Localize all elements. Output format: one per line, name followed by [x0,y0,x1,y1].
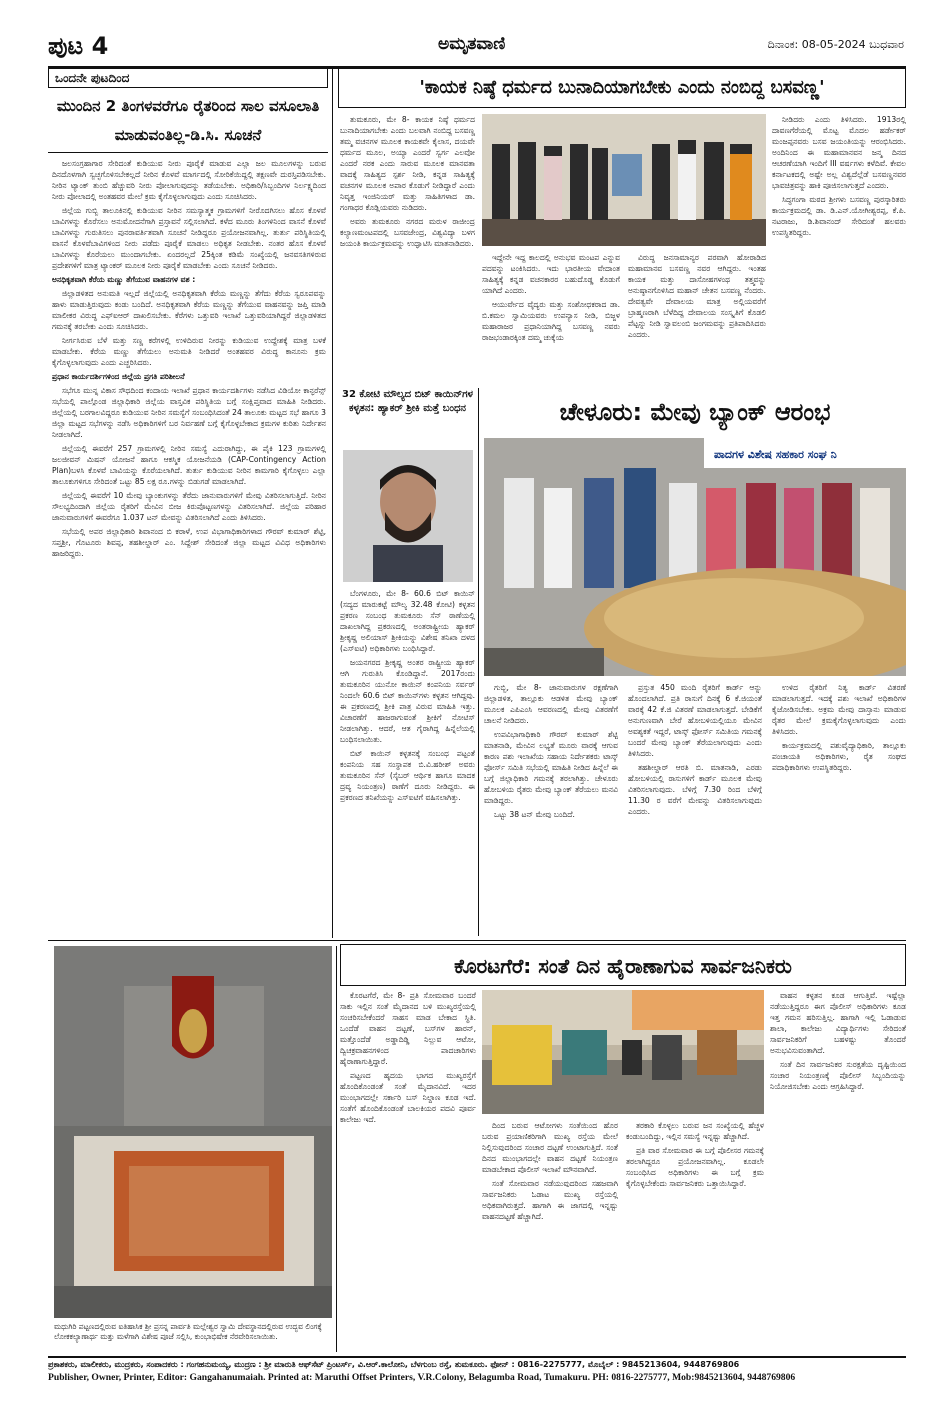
farmers-headline: ಮುಂದಿನ 2 ತಿಂಗಳವರೆಗೂ ರೈತರಿಂದ ಸಾಲ ವಸೂಲಾತಿ ಮಾಡುವಂತಿಲ್ಲ-ಡಿ.ಸಿ. ಸೂಚನೆ [48,92,328,153]
paragraph: ಜಿಲ್ಲಾಡಳಿತದ ಅನುಮತಿ ಇಲ್ಲದೆ ಜಿಲ್ಲೆಯಲ್ಲಿ ಅನಧಿಕೃತವಾಗಿ ಕೆರೆಯ ಮಣ್ಣನ್ನು ತೆಗೆದು ಕೆರೆಯ ಸ್ವರೂಪವನ್ನು ಹಾಳು ಮಾಡುತ್ತಿರುವುದು ಕಂಡು ಬಂದಿದೆ. ಅನಧಿಕೃತವಾಗಿ ಕೆರೆಯ ಮಣ್ಣನ್ನು ತೆಗೆಯುವ ವಾಹನವನ್ನು ಜಪ್ತಿ ಮಾಡಿ ಮಾಲೀಕರ ವಿರುದ್ಧ ಎಫ್‌ಐಆರ್ ದಾಖಲಿಸಬೇಕು. ಕೆರೆಗಳು ಒತ್ತುವರಿ ಇಲಾಖೆ ಒತ್ತುವರಿಯಾಗಿದ್ದರೆ ಜಿಲ್ಲಾಡಳಿತದ ಗಮನಕ್ಕೆ ತರಬೇಕು ಎಂದು ಸೂಚಿಸಿದರು. [52,289,326,331]
paragraph: ತರಕಾರಿ ಕೊಳ್ಳಲು ಬರುವ ಜನ ಸಂಖ್ಯೆಯಲ್ಲಿ ಹೆಚ್ಚಳ ಕಂಡುಬಂದಿದ್ದು, ಇಲ್ಲಿನ ಸಮಸ್ಯೆ ಇನ್ನಷ್ಟು ಹೆಚ್ಚಾಗಿದೆ. [626,1121,764,1141]
paragraph: ಸಭೆಯಲ್ಲಿ ಅಪರ ಜಿಲ್ಲಾಧಿಕಾರಿ ಶಿವಾನಂದ ಬಿ ಕರಾಳೆ, ಉಪ ವಿಭಾಗಾಧಿಕಾರಿಗಳಾದ ಗೌರವ್ ಕುಮಾರ್ ಶೆಟ್ಟಿ, ಸಪ್ತಶ್ರೀ, ಗೊಟೂರು ಶಿವಪ್ಪ, ತಹಶೀಲ್ದಾರ್ ಎಂ. ಸಿದ್ದೇಶ್ ಸೇರಿದಂತೆ ಜಿಲ್ಲಾ ಮಟ್ಟದ ವಿವಿಧ ಅಧಿಕಾರಿಗಳು ಹಾಜರಿದ್ದರು. [52,527,326,558]
paragraph: ಜಿಲ್ಲೆಯ ಗುಬ್ಬಿ ತಾಲೂಕಿನಲ್ಲಿ ಕುಡಿಯುವ ನೀರಿನ ಸಮಸ್ಯಾತ್ಮಕ ಗ್ರಾಮಗಳಿಗೆ ನೀರೊದಗಿಸಲು ಹೊಸ ಕೊಳವೆ ಬಾವಿಗಳನ್ನು ಕೊರೆಸಲು ಅನುಮೋದನೆಗಾಗಿ ಪ್ರಸ್ತಾವನೆ ಸಲ್ಲಿಸಲಾಗಿದೆ. ಕಳೆದ ಮೂರು ತಿಂಗಳಿನಿಂದ ವಾಸನೆ ಕೊಳವೆ ಬಾವಿಗಳನ್ನು ಗುರುತಿಸಲು ಪುನರಾವರ್ತಿತವಾಗಿ ಸೂಚನೆ ನೀಡಿದ್ದರೂ ಪ್ರಯೋಜನವಾಗಿಲ್ಲ. ತುರ್ತು ಪರಿಸ್ಥಿತಿಯಲ್ಲಿ ವಾಸನೆ ಕೊಳವೆಬಾವಿಗಳಿಂದ ನೀರು ಪಡೆದು ಪೂರೈಕೆ ಮಾಡಲು ಅಧಿಕೃತ ನೀಡಬೇಕು. ನಂತರ ಹೊಸ ಕೊಳವೆ ಬಾವಿಗಳನ್ನು ಕೊರೆಯಲು ಮುಂದಾಗಬೇಕು. ಏಂದರಲ್ಲದೆ 25ಕ್ಕಿಂತ ಕಡಿಮೆ ಸಂಖ್ಯೆಯಲ್ಲಿ ಜನವಸತಿಗಳಿರುವ ಪ್ರದೇಶಗಳಿಗೆ ಮಾತ್ರ ಟ್ಯಾಂಕರ್ ಮೂಲಕ ನೀರು ಪೂರೈಕೆ ಮಾಡಬೇಕು ಎಂದು ಸೂಚನೆ ನೀಡಿದರು. [52,206,326,270]
paragraph: ವಿರುದ್ಧ ಜನಸಾಮಾನ್ಯರ ಪರವಾಗಿ ಹೋರಾಡಿದ ಮಹಾಮಾನವ ಬಸವಣ್ಣ ನವರ ಆಗಿದ್ದರು. ಇಂತಹ ಕಾಯಕ ಮತ್ತು ದಾಸೋಹಗಳಂಥ ತತ್ತ್ವವನ್ನು ಅನುಷ್ಠಾನಗೊಳಿಸಿದ ಮಹಾನ್ ಚೇತನ ಬಸವಣ್ಣ ನೆಂದರು. ದೇವತ್ವವೇ ದೇವಾಲಯ ಮಾತ್ರ ಅಲ್ಲಿಯವರೆಗೆ ಬ್ರಾಹ್ಮಣರಾಗಿ ಬೆಳೆದಿದ್ದ ದೇವಾಲಯ ಸಂಸ್ಕೃತಿಗೆ ಕೊಡಲಿ ಪೆಟ್ಟನ್ನು ನೀಡಿ ಸ್ವಾವಲಂಬಿ ಜಂಗಮವನ್ನು ಪ್ರತಿಪಾದಿಸಿದರು ಎಂದರು. [628,253,766,339]
paragraph: ಒಟ್ಟು 38 ಟನ್ ಮೇವು ಬಂದಿದೆ. [494,810,575,819]
basavanna-col-2 [482,252,620,384]
basavanna-col-3 [628,252,766,384]
column-rule [478,388,479,936]
paragraph: ದಿಂದ ಬರುವ ಆಟೋಗಳು ಸಂತೆಯಿಂದ ಹೊರ ಬರುವ ಪ್ರಯಾಣಿಕರಿಗಾಗಿ ಮುಖ್ಯ ರಸ್ತೆಯ ಮೇಲೆ ನಿಲ್ಲಿಸುವುದರಿಂದ ಸಂಚಾರ ದಟ್ಟಣೆ ಉಂಟಾಗುತ್ತಿದೆ. ಸಂತೆ ದಿನದ ಮುಂಭಾಗದಲ್ಲೇ ವಾಹನ ದಟ್ಟಣೆ ನಿಯಂತ್ರಣ ಮಾಡಬೇಕಾದ ಪೊಲೀಸ್ ಇಲಾಖೆ ಮೌನವಾಗಿದೆ. [482,1121,618,1174]
paragraph: ಪ್ರತಿ ವಾರ ಸೋಮವಾರ ಈ ಬಗ್ಗೆ ಪೊಲೀಸರ ಗಮನಕ್ಕೆ ತರಲಾಗಿದ್ದರೂ ಪ್ರಯೋಜನವಾಗಿಲ್ಲ. ಕೂಡಲೇ ಸಂಬಂಧಿಸಿದ ಅಧಿಕಾರಿಗಳು ಈ ಬಗ್ಗೆ ಕ್ರಮ ಕೈಗೊಳ್ಳಬೇಕೆಂದು ಸಾರ್ವಜನಿಕರು ಒತ್ತಾಯಿಸಿದ್ದಾರೆ. [626,1146,764,1188]
basavanna-headline: 'ಕಾಯಕ ನಿಷ್ಠೆ ಧರ್ಮದ ಬುನಾದಿಯಾಗಬೇಕು ಎಂದು ನಂಬಿದ್ದ ಬಸವಣ್ಣ' [338,68,906,108]
column-rule [332,68,333,938]
column-rule [336,946,337,1352]
date-line: ದಿನಾಂಕ: 08-05-2024 ಬುಧವಾರ [767,38,904,51]
accused-photo [343,450,473,582]
event-photo-graphic [482,114,766,246]
paragraph: ಕಾರ್ಯಕ್ರಮದಲ್ಲಿ ಪಶುವೈದ್ಯಾಧಿಕಾರಿ, ತಾಲ್ಲೂಕು ಪಂಚಾಯತಿ ಅಧಿಕಾರಿಗಳು, ರೈತ ಸಂಘದ ಪದಾಧಿಕಾರಿಗಳು ಉಪಸ್ಥಿತರಿದ್ದರು. [772,741,906,772]
paragraph: ಬೆಂಗಳೂರು, ಮೇ 8- 60.6 ಬಿಟ್ ಕಾಯಿನ್ (ಸದ್ಯದ ಮಾರುಕಟ್ಟೆ ಮೌಲ್ಯ 32.48 ಕೋಟಿ) ಕಳ್ಳತನ ಪ್ರಕರಣ ಸಂಬಂಧ ತುಮಕೂರು ಸೆನ್ ಠಾಣೆಯಲ್ಲಿ ದಾಖಲಾಗಿದ್ದ ಪ್ರಕರಣದಲ್ಲಿ ಅಂತರಾಷ್ಟ್ರೀಯ ಹ್ಯಾಕರ್ ಶ್ರೀಕೃಷ್ಣ ಅಲಿಯಾಸ್ ಶ್ರೀಕಿಯನ್ನು ವಿಶೇಷ ತನಿಖಾ ದಳದ (ಎಸ್‌ಐಟಿ) ಅಧಿಕಾರಿಗಳು ಬಂಧಿಸಿದ್ದಾರೆ. [340,589,475,653]
accused-portrait-graphic [343,450,473,582]
koratagere-col-3 [626,1120,764,1352]
bitcoin-headline: 32 ಕೋಟಿ ಮೌಲ್ಯದ ಬಿಟ್ ಕಾಯಿನ್‌ಗಳ ಕಳ್ಳತನ: ಹ್ಯಾಕರ್ ಶ್ರೀಕಿ ಮತ್ತೆ ಬಂಧನ [341,389,473,414]
section-rule [48,940,906,941]
temple-photo [54,946,332,1318]
basavanna-col-1 [340,114,475,384]
paragraph: ಬಿಟ್ ಕಾಯಿನ್ ಕಳ್ಳತನಕ್ಕೆ ಸಂಬಂಧ ಪಟ್ಟಂತೆ ಕಂಪನಿಯ ಸಹ ಸಂಸ್ಥಾಪಕ ಬಿ.ವಿ.ಹರೀಶ್ ಅವರು ತುಮಕೂರಿನ ಸೆನ್ (ಸೈಬರ್ ಆರ್ಥಿಕ ಹಾಗೂ ಮಾದಕ ದ್ರವ್ಯ ನಿಯಂತ್ರಣ) ಠಾಣೆಗೆ ದೂರು ನೀಡಿದ್ದರು. ಈ ಪ್ರಕರಣದ ತನಿಖೆಯನ್ನು ಎಸ್‌ಐಟಿಗೆ ವಹಿಸಲಾಗಿತ್ತು. [340,749,475,802]
koratagere-col-4 [770,990,906,1352]
paragraph: ನೀಡಿದರು ಎಂದು ತಿಳಿಸಿದರು. 1913ರಲ್ಲಿ ದಾವಣಗೆರೆಯಲ್ಲಿ ಮೊಟ್ಟ ಮೊದಲ ಹರ್ಡೇಕರ್ ಮಂಜಪ್ಪನವರು ಬಸವ ಜಯಂತಿಯನ್ನು ಆರಂಭಿಸಿದರು. ಅಂದಿನಿಂದ ಈ ಮಹಾಮಾನವನ ಜನ್ಮ ದಿನದ ಆಚರಣೆಯಾಗಿ ಇಂದಿಗೆ III ವರ್ಷಗಳು ಕಳೆದಿವೆ. ಕೇವಲ ಕರ್ನಾಟಕದಲ್ಲಿ ಅಷ್ಟೇ ಅಲ್ಲ ವಿಶ್ವದೆಲ್ಲೆಡೆ ಬಸವಣ್ಣನವರ ಭಾವಚಿತ್ರವನ್ನು ಹಾಕಿ ಪೂಜಿಸಲಾಗುತ್ತದೆ ಎಂದರು. [772,115,906,190]
paragraph: ತುಮಕೂರು, ಮೇ 8- ಕಾಯಕ ನಿಷ್ಠೆ ಧರ್ಮದ ಬುನಾದಿಯಾಗಬೇಕು ಎಂದು ಬಲವಾಗಿ ನಂಬಿದ್ದ ಬಸವಣ್ಣ ತಮ್ಮ ವಚನಗಳ ಮೂಲಕ ಕಾಯಕವೇ ಕೈಲಾಸ, ದಯವೇ ಧರ್ಮದ ಮೂಲ, ಅಯ್ಯಾ ಎಂದರೆ ಸ್ವರ್ಗ ಎಲವೋ ಎಂದರೆ ನರಕ ಎಂದು ಸಾರುವ ಮೂಲಕ ಮಾನವತಾ ವಾದಕ್ಕೆ ಸಾಹಿತ್ಯದ ಸ್ಪರ್ಶ ನೀಡಿ, ಕನ್ನಡ ಸಾಹಿತ್ಯಕ್ಕೆ ವಚನಗಳ ಮೂಲಕ ಅಪಾರ ಕೊಡುಗೆ ನೀಡಿದ್ದಾರೆ ಎಂದು ನಿವೃತ್ತ ಇಂಜಿನಿಯರ್ ಮತ್ತು ಸಾಹಿತಿಗಳಾದ ಡಾ. ಗಂಗಾಧರ ಕೊಡ್ಲಿಯವರು ನುಡಿದರು. [340,115,475,212]
fodder-headline: ಚೇಳೂರು: ಮೇವು ಬ್ಯಾಂಕ್ ಆರಂಭ [559,398,831,426]
paragraph: ಜಿಲ್ಲೆಯಲ್ಲಿ ಈವರೆಗೆ 257 ಗ್ರಾಮಗಳಲ್ಲಿ ನೀರಿನ ಸಮಸ್ಯೆ ಎದುರಾಗಿದ್ದು, ಈ ಪೈಕಿ 123 ಗ್ರಾಮಗಳಲ್ಲಿ ಜಲಜೀವನ್ ಮಿಷನ್ ಯೋಜನೆ ಹಾಗೂ ಆಕಸ್ಮಿಕ ಯೋಜನೆಯಡಿ (CAP-Contingency Action Plan)ಬಳಸಿ ಕೊಳವೆ ಬಾವಿಯನ್ನು ಕೊರೆಯಲಾಗಿದೆ. ತುರ್ತು ಕುಡಿಯುವ ನೀರಿನ ಕಾಮಗಾರಿ ಕೈಗೊಳ್ಳಲು ಎಲ್ಲಾ ತಾಲೂಕುಗಳಿಗೂ ಸೇರಿದಂತೆ ಒಟ್ಟು 85 ಲಕ್ಷ ರೂ.ಗಳನ್ನು ಬಿಡುಗಡೆ ಮಾಡಲಾಗಿದೆ. [52,444,326,486]
page-number: ಪುಟ 4 [48,32,109,60]
subheading: ಪ್ರಧಾನ ಕಾರ್ಯದರ್ಶಿಗಳಿಂದ ಜಿಲ್ಲೆಯ ಪ್ರಗತಿ ಪರಿಶೀಲನೆ [52,372,185,381]
koratagere-headline: ಕೊರಟಗೆರೆ: ಸಂತೆ ದಿನ ಹೈರಾಣಾಗುವ ಸಾರ್ವಜನಿಕರು [340,944,906,986]
imprint-line-english: Publisher, Owner, Printer, Editor: Gangahanumaiah. Printed at: Maruthi Offset Printers, V.R.Colony, Belagumba Road, Tumakuru. PH: 0816-2275777, Mob:9845213604, 9448769806 [48,1372,796,1383]
paragraph: ಜಿಲ್ಲೆಯಲ್ಲಿ ಈವರೆಗೆ 10 ಮೇವು ಬ್ಯಾಂಕುಗಳನ್ನು ತೆರೆದು ಜಾನುವಾರುಗಳಿಗೆ ಮೇವು ವಿತರಿಸಲಾಗುತ್ತಿದೆ. ನೀರಿನ ಸೌಲಭ್ಯದಿಂದಾಗಿ ಜಿಲ್ಲೆಯ ರೈತರಿಗೆ ಮೇವಿನ ಬೀಜ ಕಿರುಪೊಟ್ಟಣಗಳನ್ನು ವಿತರಿಸಲಾಗಿದೆ. ಜಿಲ್ಲೆಯ ಪರಿಹಾರ ಜಾನುವಾರುಗಳಿಗೆ ಈವರೆಗೂ 1.037 ಟನ್ ಮೇವನ್ನು ವಿತರಿಸಲಾಗಿದೆ ಎಂದು ತಿಳಿಸಿದರು. [52,491,326,522]
paragraph: ಸಂತೆ ದಿನ ಸಾರ್ವಜನಿಕರ ಸುರಕ್ಷತೆಯ ದೃಷ್ಟಿಯಿಂದ ಸಂಚಾರ ನಿಯಂತ್ರಣಕ್ಕೆ ಪೊಲೀಸ್ ಸಿಬ್ಬಂದಿಯನ್ನು ನಿಯೋಜಿಸಬೇಕು ಎಂದು ಆಗ್ರಹಿಸಿದ್ದಾರೆ. [770,1060,906,1091]
paragraph: ಸಿದ್ಧಗಂಗಾ ಮಠದ ಶ್ರೀಗಳು ಬಸವಣ್ಣ ಪುರಸ್ಕಾರಿತರು ಕಾರ್ಯಕ್ರಮದಲ್ಲಿ ಡಾ. ಡಿ.ಎನ್.ಯೋಗೀಶ್ವರಪ್ಪ, ಕೆ.ಪಿ. ನಟರಾಜು, ಡಿ.ಶಿವಾನಂದ್ ಸೇರಿದಂತೆ ಹಲವರು ಉಪಸ್ಥಿತರಿದ್ದರು. [772,195,906,237]
bitcoin-article-body [340,588,475,932]
imprint-footer [48,1356,906,1398]
koratagere-col-1 [340,990,476,1352]
temple-photo-graphic [54,946,332,1318]
paragraph: ಅವರು ತುಮಕೂರು ನಗರದ ಮರುಳ ರಾಜೀಂದ್ರ ಕಲ್ಯಾಣಮಂಟಪದಲ್ಲಿ ಬಸವಜೇಂದ್ರ, ವಿಶ್ವವಿದ್ಯಾ ಬಳಗ ಜಯಂತಿ ಕಾರ್ಯಕ್ರಮವನ್ನು ಉದ್ಘಾಟಿಸಿ ಮಾತನಾಡಿದರು. [340,217,475,248]
fodder-col-1 [484,682,618,932]
banner-text: ಪಾದಗಳ ವಿಶೇಷ ಸಹಕಾರ ಸಂಘ ನಿ [714,448,837,461]
traffic-photo [482,990,764,1114]
paragraph: ಉಳಿದ ರೈತರಿಗೆ ನಿತ್ಯ ಕಾರ್ಡ್ ವಿತರಣೆ ಮಾಡಲಾಗುತ್ತದೆ. ಇದಕ್ಕೆ ಪಶು ಇಲಾಖೆ ಅಧಿಕಾರಿಗಳ ಕೈಜೋಡಿಸಬೇಕು. ಅಕ್ರಮ ಮೇವು ದಾಸ್ತಾನು ಮಾಡುವ ರೈತರ ಮೇಲೆ ಕ್ರಮಕೈಗೊಳ್ಳಲಾಗುವುದು ಎಂದು ತಿಳಿಸಿದರು. [772,683,906,736]
kicker-label: ಒಂದನೇ ಪುಟದಿಂದ [48,68,328,88]
basavanna-col-4 [772,114,906,384]
newspaper-name: ಅಮೃತವಾಣಿ [438,34,506,54]
paragraph: ವಾಹನ ಕಳ್ಳತನ ಕೂಡ ಆಗುತ್ತಿವೆ. ಇಷ್ಟೆಲ್ಲಾ ನಡೆಯುತ್ತಿದ್ದರೂ ಈಗ ಪೊಲೀಸ್ ಅಧಿಕಾರಿಗಳು ಕೂಡ ಇತ್ತ ಗಮನ ಹರಿಸುತ್ತಿಲ್ಲ. ಹಾಗಾಗಿ ಇಲ್ಲಿ ಓಡಾಡುವ ಶಾಲಾ, ಕಾಲೇಜು ವಿದ್ಯಾರ್ಥಿಗಳು ಸೇರಿದಂತೆ ಸಾರ್ವಜನಿಕರಿಗೆ ಬಹಳಷ್ಟು ತೊಂದರೆ ಅನುಭವಿಸುವಂತಾಗಿದೆ. [770,991,906,1055]
fodder-photo-graphic [484,438,906,676]
paragraph: ಸಭೆಗೂ ಮುನ್ನ ವಿಕಾಸ ಸೌಧದಿಂದ ಕಂದಾಯ ಇಲಾಖೆ ಪ್ರಧಾನ ಕಾರ್ಯದರ್ಶಿಗಳು ನಡೆಸಿದ ವಿಡಿಯೋ ಕಾನ್ಫರೆನ್ಸ್ ಸಭೆಯಲ್ಲಿ ಪಾಲ್ಗೊಂಡ ಜಿಲ್ಲಾಧಿಕಾರಿ ಜಿಲ್ಲೆಯ ವಾಸ್ತವಿಕ ಪರಿಸ್ಥಿತಿಯ ಬಗ್ಗೆ ಸಂಕ್ಷಿಪ್ತವಾದ ಮಾಹಿತಿ ನೀಡಿದರು. ಜಿಲ್ಲೆಯಲ್ಲಿ ಬರಗಾಲವಿದ್ದರೂ ಕುಡಿಯುವ ನೀರಿನ ಸಮಸ್ಯೆಗೆ ಸಂಬಂಧಿಸಿದಂತೆ 24 ತಾಲೂಕು ಮಟ್ಟದ ಸಭೆ ಹಾಗೂ 3 ಜಿಲ್ಲಾ ಮಟ್ಟದ ಸಭೆಗಳನ್ನು ನಡೆಸಿ ಅಧಿಕಾರಿಗಳಿಗೆ ಬರ ನಿರ್ವಹಣೆ ಬಗ್ಗೆ ಕೈಗೊಳ್ಳಬೇಕಾದ ಕ್ರಮಗಳ ಕುರಿತು ನಿರ್ದೇಶನ ನೀಡಲಾಗಿದೆ. [52,386,326,439]
fodder-col-2 [628,682,762,932]
farmers-article-body [52,158,326,936]
imprint-line-kannada: ಪ್ರಕಾಶಕರು, ಮಾಲೀಕರು, ಮುದ್ರಕರು, ಸಂಪಾದಕರು : ಗಂಗಹನುಮಯ್ಯ, ಮುದ್ರಣ : ಶ್ರೀ ಮಾರುತಿ ಆಫ್‌ಸೆಟ್ ಪ್ರಿಂಟರ್ಸ್, ವಿ.ಆರ್.ಕಾಲೋನಿ, ಬೆಳಗುಂಬ ರಸ್ತೆ, ತುಮಕೂರು. ಫೋನ್ : 0816-2275777, ಮೊಬೈಲ್ : 9845213604, 9448769806 [48,1360,740,1369]
subheading: ಅನಧಿಕೃತವಾಗಿ ಕೆರೆಯ ಮಣ್ಣು ತೆಗೆಯುವ ವಾಹನಗಳ ವಶ : [52,275,196,284]
koratagere-col-2 [482,1120,618,1352]
page-header [48,30,906,69]
paragraph: ಉಪವಿಭಾಗಾಧಿಕಾರಿ ಗೌರವ್ ಕುಮಾರ್ ಶೆಟ್ಟಿ ಮಾತನಾಡಿ, ಮೇವಿನ ಲಭ್ಯತೆ ಮೂರು ವಾರಕ್ಕೆ ಆಗುವ ಕಾರಣ ಪಶು ಇಲಾಖೆಯ ಸಹಾಯ ನಿರ್ದೇಶಕರು ಟಾಸ್ಕ್ ಫೋರ್ಸ್ ಸಮಿತಿ ಸಭೆಯಲ್ಲಿ ಮಾಹಿತಿ ನೀಡಿದ ಹಿನ್ನೆಲೆ ಈ ಬಗ್ಗೆ ಜಿಲ್ಲಾಧಿಕಾರಿ ಗಮನಕ್ಕೆ ತರಲಾಗಿತ್ತು. ಚೇಳೂರು ಹೋಬಳಿಯ ರೈತರು ಮೇವು ಬ್ಯಾಂಕ್ ತೆರೆಯಲು ಮನವಿ ಮಾಡಿದ್ದರು. [484,730,618,805]
paragraph: ಆಯುರ್ವೇದ ವೈದ್ಯರು ಮತ್ತು ಸಂಶೋಧಕರಾದ ಡಾ. ಬಿ.ಕಮಲ ಸ್ವಾಮಿಯವರು ಉಪನ್ಯಾಸ ನೀಡಿ, ಬಿಜ್ಜಳ ಮಹಾರಾಜರ ಪ್ರಧಾನಿಯಾಗಿದ್ದ ಬಸವಣ್ಣ ನವರು ರಾಜಭಂಡಾರಕ್ಕಿಂತ ದಮ್ಮ ಚುಕ್ಕೆಯ [482,300,620,342]
paragraph: ಜಯನಗರದ ಶ್ರೀಕೃಷ್ಣ ಅಂತರ ರಾಷ್ಟ್ರೀಯ ಹ್ಯಾಕರ್ ಆಗಿ ಗುರುತಿಸಿ ಕೊಂಡಿದ್ದಾನೆ. 2017ರಂದು ತುಮಕೂರಿನ ಯುನೋ ಕಾಯಿನ್ ಕಂಪನಿಯ ಸರ್ವರ್ ನಿಂದಲೇ 60.6 ಬಿಟ್ ಕಾಯಿನ್‌ಗಳು ಕಳ್ಳತನ ಆಗಿದ್ದವು. ಈ ಪ್ರಕರಣದಲ್ಲಿ ಶ್ರೀಕಿ ಪಾತ್ರ ವಿರುವ ಮಾಹಿತಿ ಇತ್ತು. ವಿಚಾರಣೆಗೆ ಹಾಜರಾಗುವಂತೆ ಶ್ರೀಕಿಗೆ ನೋಟಿಸ್ ನೀಡಲಾಗಿತ್ತು. ಆದರೆ, ಆತ ಗೈರಾಗಿದ್ದ ಹಿನ್ನೆಲೆಯಲ್ಲಿ ಬಂಧಿಸಲಾಯಿತು. [340,658,475,744]
paragraph: ಜಲಸಂಗ್ರಹಾಗಾರ ಸೇರಿದಂತೆ ಕುಡಿಯುವ ನೀರು ಪೂರೈಕೆ ಮಾಡುವ ಎಲ್ಲಾ ಜಲ ಮೂಲಗಳನ್ನು ಬರುವ ದಿನದೊಳಗಾಗಿ ಸ್ವಚ್ಛಗೊಳಿಸಬೇಕಲ್ಲದೆ ನೀರಿನ ಕೊಳವೆ ಮಾರ್ಗದಲ್ಲಿ ಸೋರಿಕೆಯಿದ್ದಲ್ಲಿ ತಕ್ಷಣವೇ ದುರಸ್ತಿಪಡಿಸಬೇಕು. ನೀರಿನ ಟ್ಯಾಂಕ್ ತುಂಬಿ ಹೆಚ್ಚುವರಿ ನೀರು ಪೋಲಾಗುವುದನ್ನು ತಡೆಯಬೇಕು. ಅಧಿಕಾರಿ/ಸಿಬ್ಬಂದಿಗಳ ನಿರ್ಲಕ್ಷ್ಯದಿಂದ ನೀರು ಪೋಲಾದಲ್ಲಿ ಅಂತಹವರ ಮೇಲೆ ಕ್ರಮ ಕೈಗೊಳ್ಳಲಾಗುವುದು ಎಂದು ಸೂಚಿಸಿದರು. [52,159,326,201]
event-photo [482,114,766,246]
fodder-col-3 [772,682,906,932]
paragraph: ಕೊರಟಗೆರೆ, ಮೇ 8- ಪ್ರತಿ ಸೋಮವಾರ ಬಂದರೆ ಸಾಕು ಇಲ್ಲಿನ ಸಂತೆ ಮೈದಾನದ ಬಳಿ ಮುಖ್ಯರಸ್ತೆಯಲ್ಲಿ ಸಂಚರಿಸಬೇಕೆಂದರೆ ಸಾಹಸ ಮಾಡ ಬೇಕಾದ ಸ್ಥಿತಿ. ಒಂದೆಡೆ ವಾಹನ ದಟ್ಟಣೆ, ಬಸ್‌ಗಳ ಹಾರನ್, ಮತ್ತೊಂದೆಡೆ ಅಡ್ಡಾದಿಡ್ಡಿ ನಿಲ್ಲುವ ಆಟೋ, ದ್ವಿಚಕ್ರವಾಹನಗಳಿಂದ ಪಾದಚಾರಿಗಳು ಹೈರಾಣಾಗುತ್ತಿದ್ದಾರೆ. [340,991,476,1066]
paragraph: ತಹಶೀಲ್ದಾರ್ ಆರತಿ ಬಿ. ಮಾತನಾಡಿ, ಎರಡು ಹೋಬಳಿಯಲ್ಲಿ ರಾಸುಗಳಿಗೆ ಕಾರ್ಡ್ ಮೂಲಕ ಮೇವು ವಿತರಿಸಲಾಗುವುದು. ಬೆಳಿಗ್ಗೆ 7.30 ರಿಂದ ಬೆಳಿಗ್ಗೆ 11.30 ರ ವರೆಗೆ ಮೇವನ್ನು ವಿತರಿಸಲಾಗುವುದು ಎಂದರು. [628,763,762,816]
paragraph: ಇದ್ದೇನೇ ಇದ್ದ ಕಾಲದಲ್ಲಿ ಅನುಭವ ಮಂಟಪ ಎನ್ನುವ ಪದವನ್ನು ಟಂಕಿಸಿದರು. ಇದು ಭಾರತೀಯ ವೇದಾಂತ ಸಾಹಿತ್ಯಕ್ಕೆ ಕನ್ನಡ ವಚನಕಾರರ ಬಹುದೊಡ್ಡ ಕೊಡುಗೆ ಯಾಗಿದೆ ಎಂದರು. [482,253,620,295]
paragraph: ಪ್ರಸ್ತುತ 450 ಮಂದಿ ರೈತರಿಗೆ ಕಾರ್ಡ್ ಆನ್ನು ಹೊಂದಲಾಗಿದೆ. ಪ್ರತಿ ರಾಸುಗೆ ದಿನಕ್ಕೆ 6 ಕೆ.ಜಿಯಂತೆ ವಾರಕ್ಕೆ 42 ಕೆ.ಜಿ ವಿತರಣೆ ಮಾಡಲಾಗುತ್ತದೆ. ಬೇಡಿಕೆಗೆ ಅನುಗುಣವಾಗಿ ಬೇರೆ ಹೋಬಳಿಯಲ್ಲಿಯೂ ಮೇವಿನ ಅವಶ್ಯಕತೆ ಇದ್ದರೆ, ಟಾಸ್ಕ್ ಫೋರ್ಸ್ ಸಮಿತಿಯ ಗಮನಕ್ಕೆ ಬಂದರೆ ಮೇವು ಬ್ಯಾಂಕ್ ತೆರೆಯಲಾಗುವುದು ಎಂದು ತಿಳಿಸಿದರು. [628,683,762,758]
traffic-photo-graphic [482,990,764,1114]
paragraph: ಸಂತೆ ಸೋಮವಾರ ನಡೆಯುವುದರಿಂದ ಸಹಜವಾಗಿ ಸಾರ್ವಜನಿಕರು ಓಡಾಟ ಮುಖ್ಯ ರಸ್ತೆಯಲ್ಲಿ ಅಧಿಕವಾಗಿರುತ್ತದೆ. ಹಾಗಾಗಿ ಈ ಜಾಗದಲ್ಲಿ ಇನ್ನಷ್ಟು ವಾಹನದಟ್ಟಣೆ ಹೆಚ್ಚಾಗಿದೆ. [482,1179,618,1221]
paragraph: ಗುಬ್ಬಿ, ಮೇ 8- ಜಾನುವಾರುಗಳ ರಕ್ಷಣೆಗಾಗಿ ಜಿಲ್ಲಾಡಳಿತ, ತಾಲ್ಲೂಕು ಆಡಳಿತ ಮೇವು ಬ್ಯಾಂಕ್ ಮೂಲಕ ಎಪಿಎಂಸಿ ಆವರಣದಲ್ಲಿ ಮೇವು ವಿತರಣೆಗೆ ಚಾಲನೆ ನೀಡಿದರು. [484,683,618,725]
fodder-photo [484,438,906,676]
paragraph: ಪಟ್ಟಣದ ಹೃದಯ ಭಾಗದ ಮುಖ್ಯರಸ್ತೆಗೆ ಹೊಂದಿಕೊಂಡಂತೆ ಸಂತೆ ಮೈದಾನವಿದೆ. ಇದರ ಮುಂಭಾಗದಲ್ಲೇ ಸರ್ಕಾರಿ ಬಸ್ ನಿಲ್ದಾಣ ಕೂಡ ಇದೆ. ಸಂತೆಗೆ ಹೊಂದಿಕೊಂಡಂತೆ ಬಾಲಕಿಯರ ಪದವಿ ಪೂರ್ವ ಕಾಲೇಜು ಇದೆ. [340,1071,476,1124]
paragraph: ನೀರ್ಗಸಿರುವ ಬೆಳೆ ಮತ್ತು ಸಣ್ಣ ಕರೆಗಳಲ್ಲಿ ಉಳಿದಿರುವ ನೀರನ್ನು ಕುಡಿಯುವ ಉದ್ದೇಶಕ್ಕೆ ಮಾತ್ರ ಬಳಕೆ ಮಾಡಬೇಕು. ಕೆರೆಯ ಮಣ್ಣು ತೆಗೆಯಲು ಅನುಮತಿ ನೀಡಿದರೆ ಅಂತಹವರ ವಿರುದ್ಧ ಕಾನೂನು ಕ್ರಮ ಕೈಗೊಳ್ಳಲಾಗುವುದು ಎಂದು ಎಚ್ಚರಿಸಿದರು. [52,336,326,367]
temple-photo-caption: ಮಧುಗಿರಿ ಪಟ್ಟಣದಲ್ಲಿರುವ ಐತಿಹಾಸಿಕ ಶ್ರೀ ಪ್ರಸನ್ನ ಪಾರ್ವತಿ ಮಲ್ಲೇಶ್ವರ ಸ್ವಾಮಿ ದೇವಸ್ಥಾನದಲ್ಲಿರುವ ಉದ್ಭವ ಲಿಂಗಕ್ಕೆ ಲೋಕಕಲ್ಯಾಣಾರ್ಥ ಮತ್ತು ಮಳೆಗಾಗಿ ವಿಶೇಷ ಪೂಜೆ ಸಲ್ಲಿಸಿ, ಕುಂಭಾಭಿಷೇಕ ನೆರವೇರಿಸಲಾಯಿತು. [54,1322,322,1341]
